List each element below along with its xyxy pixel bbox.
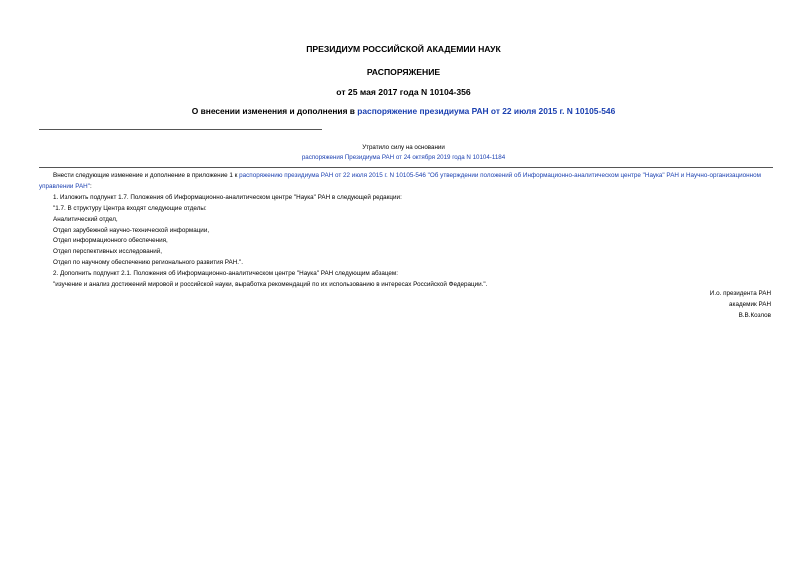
paragraph-department: Отдел перспективных исследований, [53, 248, 162, 256]
expired-notice-link-line [0, 153, 807, 162]
paragraph-quote-addition: "изучение и анализ достижений мировой и российской науки, выработка рекомендаций по их использованию в интересах Российской Федерации.". [53, 281, 488, 289]
paragraph-quote-start: "1.7. В структуру Центра входят следующие отделы: [53, 204, 207, 212]
paragraph-item-1: 1. Изложить подпункт 1.7. Положения об Информационно-аналитическом центре "Наука" РАН в следующей редакции: [53, 193, 402, 201]
intro-text: Внести следующие изменение и дополнение в приложение 1 к [53, 172, 240, 179]
paragraph-department: Отдел по научному обеспечению регионального развития РАН.". [53, 259, 244, 267]
subject-text: О внесении изменения и дополнения в [191, 106, 358, 116]
issuer-title: ПРЕЗИДИУМ РОССИЙСКОЙ АКАДЕМИИ НАУК [306, 44, 501, 54]
paragraph-department: Аналитический отдел, [53, 215, 118, 223]
signature-name: В.В.Козлов [738, 312, 771, 320]
intro-suffix: : [89, 182, 92, 190]
paragraph-department: Отдел зарубежной научно-технической информации, [53, 226, 210, 234]
subject-link[interactable]: распоряжение президиума РАН от 22 июля 2015 г. N 10105-546 [357, 106, 616, 116]
paragraph-intro [39, 171, 779, 193]
body-divider [39, 167, 773, 168]
signature-block [710, 288, 771, 321]
document-date-number: от 25 мая 2017 года N 10104-356 [336, 87, 471, 97]
header-divider [39, 129, 322, 130]
expired-notice: Утратило силу на основании [362, 144, 445, 151]
paragraph-item-2: 2. Дополнить подпункт 2.1. Положения об Информационно-аналитическом центре "Наука" РАН следующим абзацем: [53, 270, 398, 278]
signature-position: И.о. президента РАН [709, 290, 771, 297]
document-subject [0, 106, 807, 117]
document-body [39, 171, 779, 291]
intro-link[interactable]: распоряжению президиума РАН от 22 июля 2015 г. N 10105-546 "Об утверждении положений об Информационно-аналитическом центре "Наука" РАН и Научно-организационном управлении РАН" [39, 172, 761, 190]
document-type: РАСПОРЯЖЕНИЕ [366, 67, 441, 77]
paragraph-department: Отдел информационного обеспечения, [53, 237, 168, 245]
signature-title: академик РАН [729, 301, 771, 309]
expired-link[interactable]: распоряжения Президиума РАН от 24 октября 2019 года N 10104-1184 [301, 154, 506, 161]
